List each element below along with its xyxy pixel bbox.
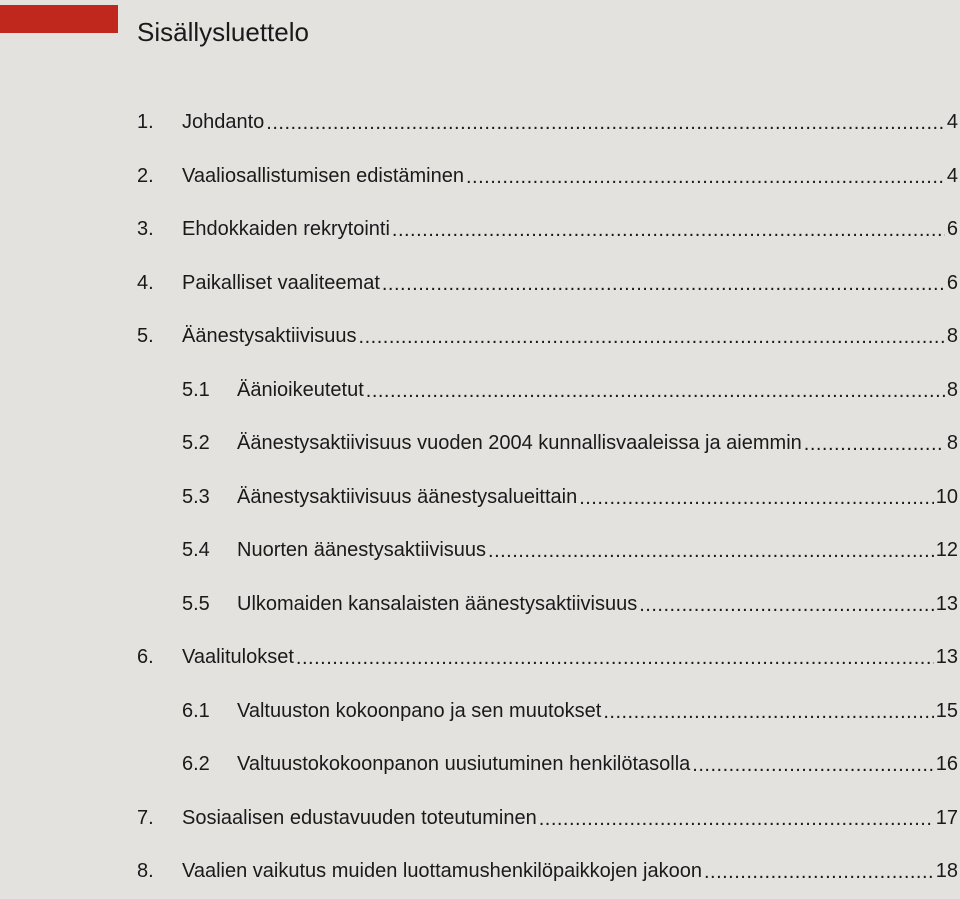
toc-entry-label: Valtuustokokoonpanon uusiutuminen henkilötasolla [237, 753, 691, 776]
toc-entry-number: 4. [137, 271, 154, 294]
toc-entry-page-number: 10 [935, 485, 958, 508]
toc-entry-page-number: 17 [935, 806, 958, 829]
toc-entry-page-number: 8 [946, 325, 958, 348]
toc-entry-page-number: 16 [935, 753, 958, 776]
toc-dot-leader [488, 540, 934, 563]
toc-entry-label: Johdanto [182, 111, 265, 134]
toc-entry-label: Vaalitulokset [182, 646, 294, 669]
toc-entry-label: Äänioikeutetut [237, 378, 364, 401]
toc-entry-label: Paikalliset vaaliteemat [182, 271, 380, 294]
toc-entry[interactable] [0, 685, 960, 739]
toc-entry-label: Vaaliosallistumisen edistäminen [182, 164, 464, 187]
toc-entry[interactable] [0, 578, 960, 632]
toc-entry-page-number: 6 [946, 218, 958, 241]
toc-dot-leader [359, 326, 945, 349]
toc-entry-page-number: 13 [935, 592, 958, 615]
toc-dot-leader [366, 380, 945, 403]
toc-dot-leader [639, 594, 934, 617]
toc-entry-number: 7. [137, 806, 154, 829]
toc-entry-number: 5.2 [182, 432, 210, 455]
toc-dot-leader [296, 647, 934, 670]
toc-dot-leader [382, 273, 945, 296]
toc-entry-number: 1. [137, 111, 154, 134]
toc-dot-leader [392, 219, 945, 242]
toc-entry[interactable] [0, 257, 960, 311]
toc-dot-leader [539, 808, 934, 831]
toc-entry-page-number: 4 [946, 164, 958, 187]
toc-entry[interactable] [0, 96, 960, 150]
toc-entry-label: Ehdokkaiden rekrytointi [182, 218, 390, 241]
toc-entry[interactable] [0, 417, 960, 471]
toc-entry-page-number: 12 [935, 539, 958, 562]
toc-entry[interactable] [0, 524, 960, 578]
toc-entry-number: 5.1 [182, 378, 210, 401]
toc-entry-label: Vaalien vaikutus muiden luottamushenkilöpaikkojen jakoon [182, 860, 702, 883]
toc-entry[interactable] [0, 738, 960, 792]
toc-entry-label: Valtuuston kokoonpano ja sen muutokset [237, 699, 602, 722]
toc-entry-page-number: 8 [946, 432, 958, 455]
toc-entry[interactable] [0, 845, 960, 899]
toc-entry-page-number: 18 [935, 860, 958, 883]
toc-entry[interactable] [0, 792, 960, 846]
toc-entry-label: Nuorten äänestysaktiivisuus [237, 539, 487, 562]
toc-entry[interactable] [0, 150, 960, 204]
page-title: Sisällysluettelo [137, 17, 309, 48]
toc-entry[interactable] [0, 471, 960, 525]
toc-dot-leader [466, 166, 945, 189]
toc-entry-page-number: 15 [935, 699, 958, 722]
toc-entry-page-number: 6 [946, 271, 958, 294]
toc-entry-label: Ulkomaiden kansalaisten äänestysaktiivisuus [237, 592, 638, 615]
toc-entry-number: 5.4 [182, 539, 210, 562]
toc-entry-number: 6.2 [182, 753, 210, 776]
toc-entry[interactable] [0, 364, 960, 418]
toc-dot-leader [804, 433, 945, 456]
toc-entry-number: 6.1 [182, 699, 210, 722]
title-accent-bar [0, 5, 118, 33]
toc-entry-number: 5.3 [182, 485, 210, 508]
toc-entry-label: Sosiaalisen edustavuuden toteutuminen [182, 806, 537, 829]
toc-dot-leader [704, 861, 934, 884]
toc-dot-leader [579, 487, 934, 510]
toc-entry-label: Äänestysaktiivisuus [182, 325, 357, 348]
toc-entry-page-number: 4 [946, 111, 958, 134]
toc-entry-label: Äänestysaktiivisuus äänestysalueittain [237, 485, 578, 508]
toc-entry-number: 6. [137, 646, 154, 669]
toc-entry-number: 8. [137, 860, 154, 883]
toc-entry-page-number: 8 [946, 378, 958, 401]
toc-entry-number: 3. [137, 218, 154, 241]
toc-entry-number: 5.5 [182, 592, 210, 615]
toc-entry[interactable] [0, 631, 960, 685]
toc-dot-leader [266, 112, 945, 135]
toc-entry[interactable] [0, 310, 960, 364]
toc-entry-number: 2. [137, 164, 154, 187]
toc-dot-leader [603, 701, 933, 724]
toc-entry[interactable] [0, 203, 960, 257]
toc-entry-number: 5. [137, 325, 154, 348]
toc-entry-page-number: 13 [935, 646, 958, 669]
toc-dot-leader [692, 754, 933, 777]
toc-entry-label: Äänestysaktiivisuus vuoden 2004 kunnallisvaaleissa ja aiemmin [237, 432, 802, 455]
